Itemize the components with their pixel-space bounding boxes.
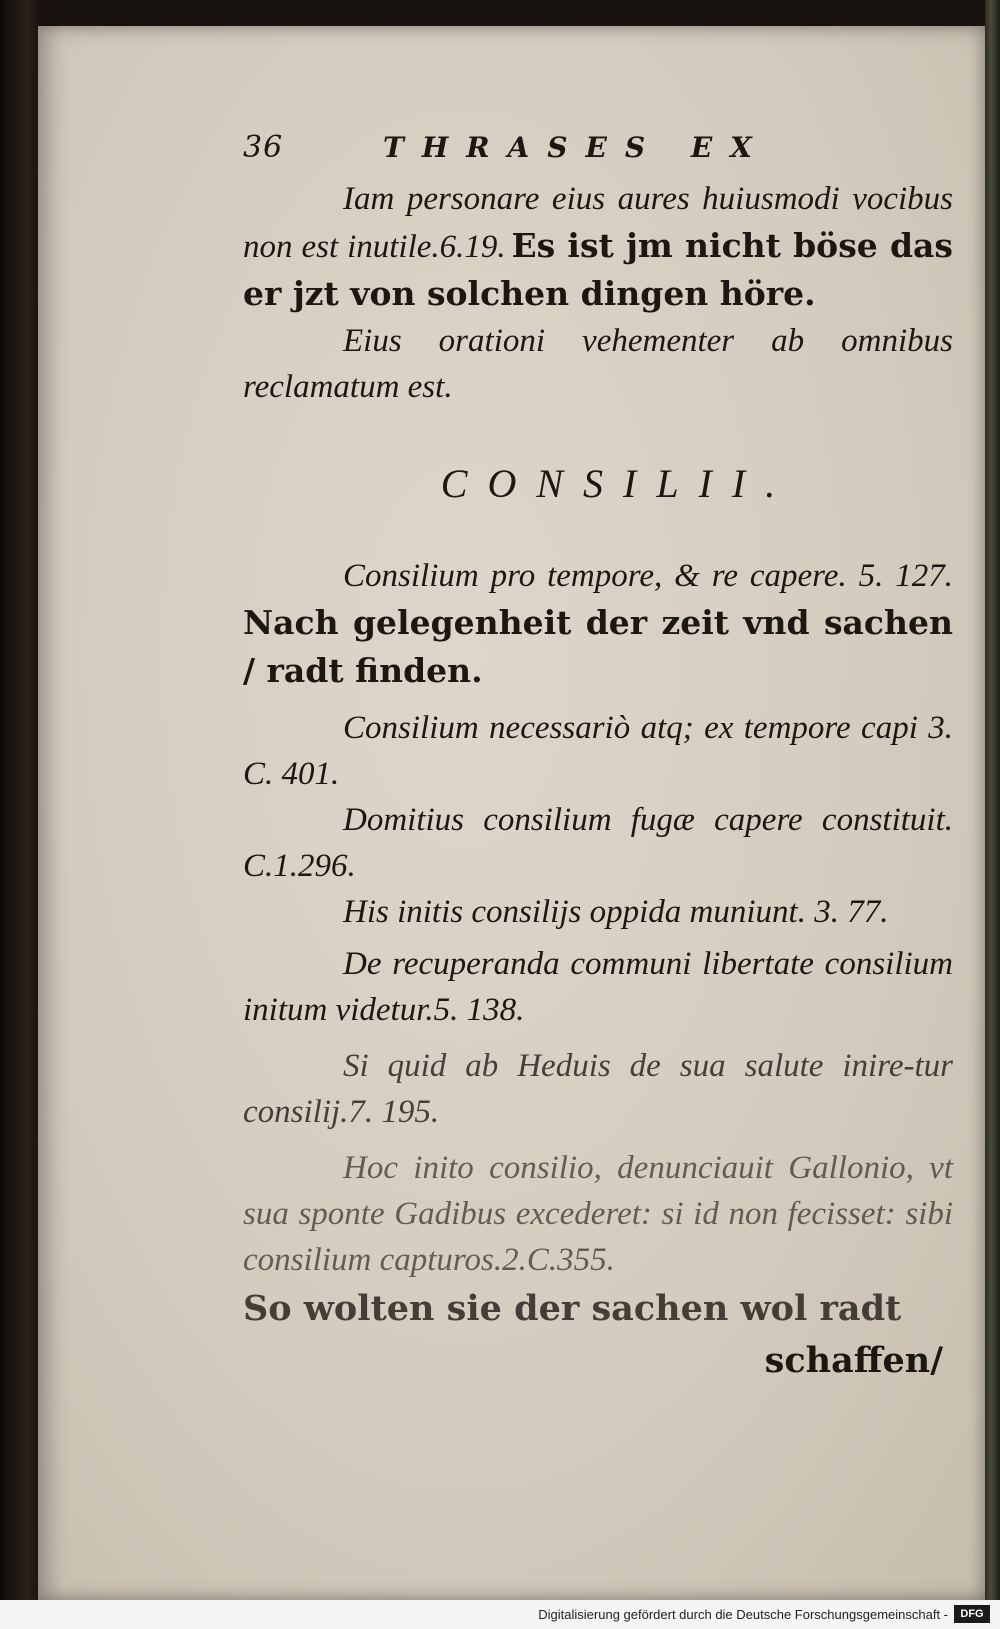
closing-german-line: schaffen/ (764, 1340, 943, 1381)
latin-phrase: Consilium pro tempore, & re capere. 5. 127. (343, 558, 953, 594)
book-page (38, 26, 985, 1600)
running-head (243, 130, 953, 176)
latin-phrase: His initis consilijs oppida muniunt. 3. 77. (343, 894, 889, 930)
latin-phrase: Domitius consilium fugæ capere constituit. C.1.296. (243, 802, 953, 884)
phrase-entry (243, 176, 953, 318)
digitization-footer (0, 1600, 1000, 1629)
page-edge (985, 0, 1000, 1600)
phrase-entry (243, 889, 953, 935)
phrase-entry (243, 1145, 953, 1283)
latin-phrase: Si quid ab Heduis de sua salute inire-tur consilij.7. 195. (243, 1048, 953, 1130)
running-title: THRASES EX (383, 131, 770, 164)
latin-phrase: Consilium necessariò atq; ex tempore capi 3. C. 401. (243, 710, 953, 792)
dfg-logo-icon: DFG (954, 1605, 990, 1623)
page-number: 36 (243, 130, 284, 165)
text-block (243, 130, 953, 1387)
section-heading: CONSILII. (440, 461, 796, 506)
latin-phrase: De recuperanda communi libertate consilium initum videtur.5. 138. (243, 946, 953, 1028)
latin-phrase: Eius orationi vehementer ab omnibus reclamatum est. (243, 323, 953, 405)
phrase-entry (243, 705, 953, 797)
latin-phrase: Hoc inito consilio, denunciauit Gallonio, vt sua sponte Gadibus excederet: si id non fecisset: sibi consilium capturos.2.C.355. (243, 1150, 953, 1278)
german-translation: Es ist jm nicht böse das er jzt von solchen dingen höre. (243, 226, 954, 313)
phrase-entry (243, 1043, 953, 1135)
phrase-entry (243, 797, 953, 889)
latin-phrase: Iam personare eius aures huiusmodi vocibus non est inutile.6.19. (243, 181, 953, 265)
phrase-entry (243, 941, 953, 1033)
funding-note: Digitalisierung gefördert durch die Deutsche Forschungsgemeinschaft - (538, 1607, 948, 1622)
book-spine-shadow (0, 0, 38, 1629)
phrase-entry (243, 553, 953, 695)
german-translation: Nach gelegenheit der zeit vnd sachen / radt finden. (243, 603, 953, 690)
closing-german-line: So wolten sie der sachen wol radt (243, 1288, 902, 1329)
phrase-entry (243, 318, 953, 410)
